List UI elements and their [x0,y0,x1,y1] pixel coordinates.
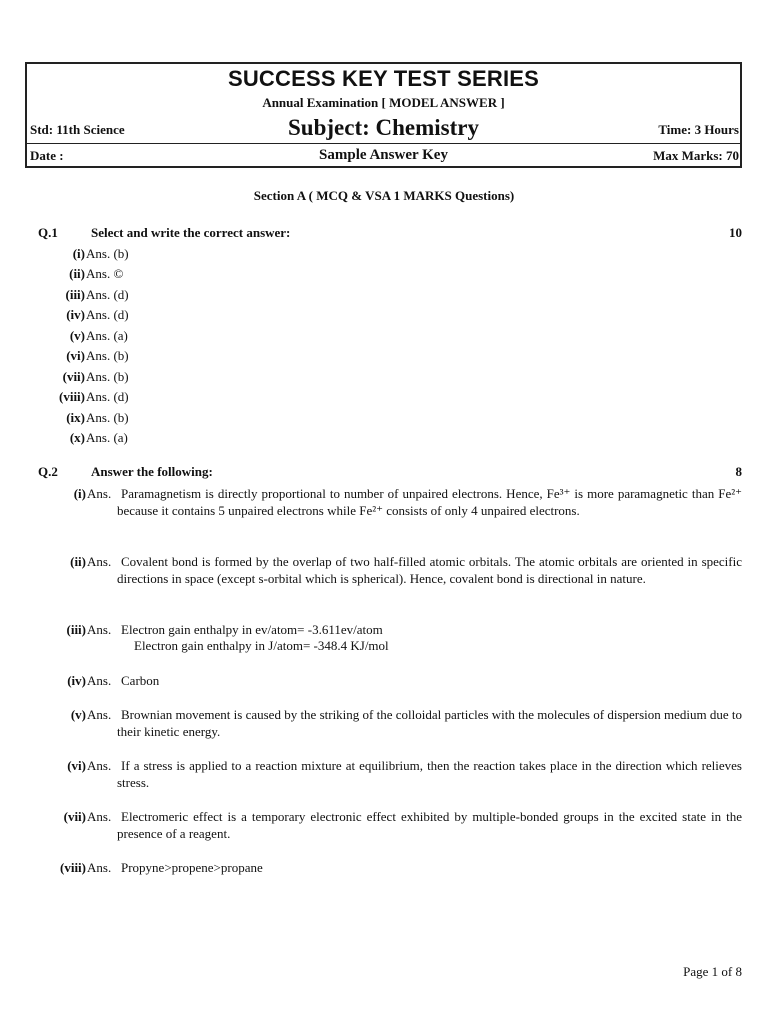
answer-text: Ans. (d) [86,307,129,322]
answer-number: (iv) [67,673,86,688]
question-number: Q.1 [38,225,58,240]
test-series-title: SUCCESS KEY TEST SERIES [227,66,540,91]
header-box [25,62,742,168]
answer-body: Covalent bond is formed by the overlap of two half-filled atomic orbitals. The atomic orbitals are oriented in specific directions in space (except s-orbital which is spherical). Hence, covalent bond is directional in nature. [117,554,742,586]
answer-body: If a stress is applied to a reaction mixture at equilibrium, then the reaction takes place in the direction which relieves stress. [117,758,742,790]
max-marks-label: Max Marks: 70 [653,148,739,163]
mcq-answer [0,348,200,368]
mcq-answer [0,307,200,327]
answer-number: (iv) [66,307,85,322]
answer-number: (viii) [59,389,85,404]
answer-number: (vii) [62,369,85,384]
answer-number: (ix) [66,410,85,425]
answer-text: Ans. © [86,266,124,281]
answer-body: Propyne>propene>propane [121,860,263,875]
section-title: Section A ( MCQ & VSA 1 MARKS Questions) [253,188,515,203]
answer-label: Ans. [87,554,112,569]
answer-text: Ans. (b) [86,246,129,261]
answer-number: (v) [69,328,85,343]
answer-label: Ans. [87,486,112,501]
time-label: Time: 3 Hours [658,122,739,137]
question-number: Q.2 [38,464,58,479]
answer-text: Ans. (d) [86,287,129,302]
date-label: Date : [30,148,64,163]
answer-number: (v) [70,707,86,722]
answer-label: Ans. [87,707,112,722]
question-text: Answer the following: [91,464,213,479]
std-label: Std: 11th Science [30,122,125,137]
answer-label: Ans. [87,860,112,875]
answer-body-line-2: Electron gain enthalpy in J/atom= -348.4 KJ/mol [134,638,389,653]
question-marks: 8 [735,464,742,479]
answer-text: Ans. (b) [86,410,129,425]
answer-text: Ans. (b) [86,348,129,363]
answer-number: (viii) [60,860,86,875]
subject-title: Subject: Chemistry [288,115,479,140]
answer-number: (vii) [63,809,86,824]
question-text: Select and write the correct answer: [91,225,291,240]
answer-text: Ans. (a) [86,430,128,445]
header-row-2 [27,143,740,170]
mcq-answer [0,369,200,389]
answer-body: Electromeric effect is a temporary electronic effect exhibited by multiple-bonded groups in the excited state in the presence of a reagent. [117,809,742,841]
answer-number: (vi) [66,348,85,363]
answer-text: Ans. (b) [86,369,129,384]
mcq-answer [0,246,200,266]
answer-label: Ans. [87,809,112,824]
answer-key-label: Sample Answer Key [319,147,448,163]
mcq-answer [0,287,200,307]
mcq-answer [0,389,200,409]
answer-label: Ans. [87,673,112,688]
answer-number: (vi) [67,758,86,773]
answer-text: Ans. (d) [86,389,129,404]
mcq-answer [0,430,200,450]
answer-text: Ans. (a) [86,328,128,343]
answer-label: Ans. [87,622,112,637]
header-row-1 [27,114,740,144]
answer-body: Brownian movement is caused by the striking of the colloidal particles with the molecules of dispersion medium due to their kinetic energy. [117,707,742,739]
answer-number: (iii) [66,622,86,637]
answer-body: Electron gain enthalpy in ev/atom= -3.611ev/atom [121,622,383,637]
question-marks: 10 [729,225,742,240]
answer-body: Paramagnetism is directly proportional to number of unpaired electrons. Hence, Fe³⁺ is more paramagnetic than Fe²⁺ because it contains 5 unpaired electrons while Fe²⁺ consists of only 4 unpaired electrons. [117,486,742,518]
exam-subtitle: Annual Examination [ MODEL ANSWER ] [262,95,505,110]
page-number: Page 1 of 8 [683,964,742,979]
answer-number: (ii) [70,554,86,569]
answer-number: (ii) [69,266,85,281]
answer-body: Carbon [121,673,160,688]
mcq-answer [0,266,200,286]
answer-number: (x) [69,430,85,445]
answer-number: (iii) [65,287,85,302]
answer-number: (i) [73,486,86,501]
answer-number: (i) [72,246,85,261]
mcq-answer [0,328,200,348]
answer-label: Ans. [87,758,112,773]
mcq-answer [0,410,200,430]
